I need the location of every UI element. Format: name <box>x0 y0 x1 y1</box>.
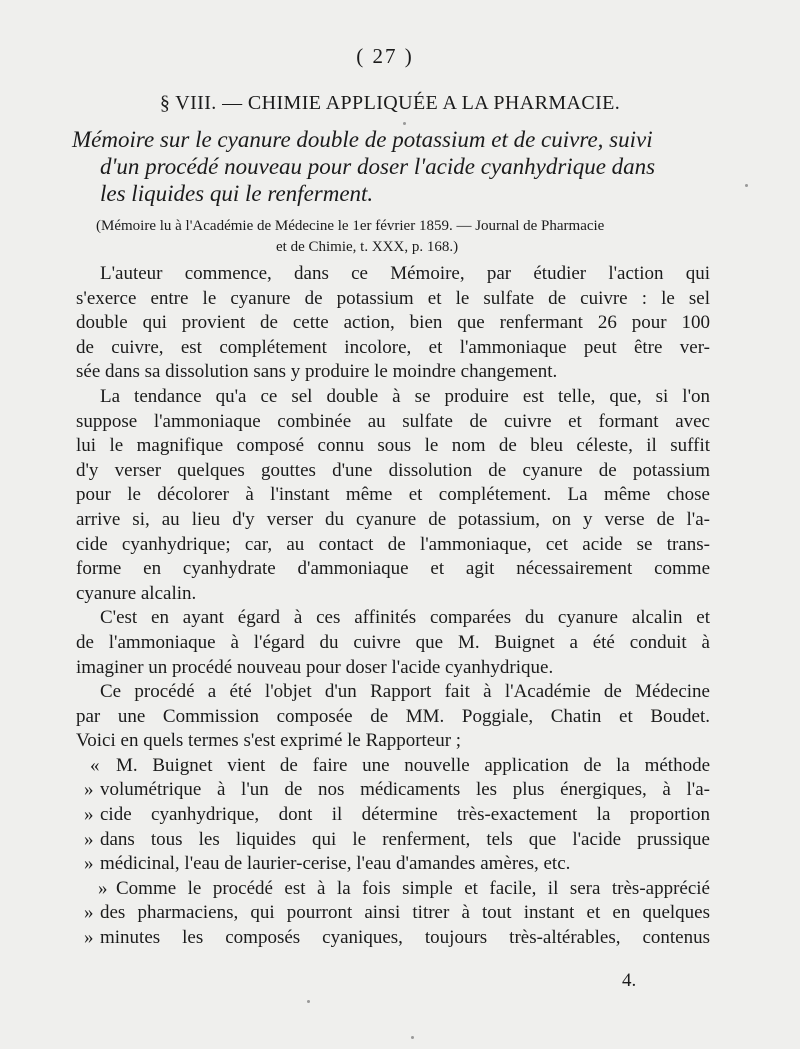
body-line: double qui provient de cette action, bien que renfermant 26 pour 100 <box>76 312 710 334</box>
paper-speck <box>403 122 406 125</box>
quote-text: des pharmaciens, qui pourront ainsi titrer à tout instant et en quelques <box>100 902 710 924</box>
quote-mark: « <box>90 754 100 776</box>
body-line: cide cyanhydrique; car, au contact de l'ammoniaque, cet acide se trans- <box>76 533 710 555</box>
quote-mark: » <box>84 828 94 850</box>
quote-line <box>76 778 710 803</box>
paper-speck <box>745 184 748 187</box>
body-line: lui le magnifique composé connu sous le nom de bleu céleste, il suffit <box>76 435 710 457</box>
body-line: imaginer un procédé nouveau pour doser l'acide cyanhydrique. <box>76 656 554 678</box>
quote-text: minutes les composés cyaniques, toujours très-altérables, contenus <box>100 927 710 949</box>
paper-speck <box>411 1036 414 1039</box>
quote-line <box>76 803 710 828</box>
body-line: La tendance qu'a ce sel double à se produire est telle, que, si l'on <box>100 385 710 407</box>
body-line: pour le décolorer à l'instant même et complétement. La même chose <box>76 484 710 506</box>
body-text <box>76 262 710 951</box>
title-line: d'un procédé nouveau pour doser l'acide cyanhydrique dans <box>100 154 656 179</box>
quote-text: Comme le procédé est à la fois simple et facile, il sera très-apprécié <box>116 877 710 899</box>
quote-mark: » <box>98 877 108 899</box>
body-line: L'auteur commence, dans ce Mémoire, par étudier l'action qui <box>100 263 710 284</box>
paper-speck <box>307 1000 310 1003</box>
page-number: ( 27 ) <box>356 44 414 68</box>
citation-line: (Mémoire lu à l'Académie de Médecine le 1er février 1859. — Journal de Pharmacie <box>96 218 605 234</box>
quote-line <box>76 754 710 779</box>
quote-line <box>76 828 710 853</box>
body-line: par une Commission composée de MM. Poggiale, Chatin et Boudet. <box>76 705 710 727</box>
quote-mark: » <box>84 853 94 875</box>
body-line: sée dans sa dissolution sans y produire le moindre changement. <box>76 361 558 383</box>
body-line: suppose l'ammoniaque combinée au sulfate de cuivre et formant avec <box>76 410 710 432</box>
quote-mark: » <box>84 927 94 949</box>
citation <box>96 216 716 258</box>
section-heading: § VIII. — CHIMIE APPLIQUÉE A LA PHARMACIE. <box>159 92 621 114</box>
body-line: Voici en quels termes s'est exprimé le Rapporteur ; <box>76 730 462 752</box>
quote-line <box>76 877 710 902</box>
quote-mark: » <box>84 902 94 924</box>
citation-line: et de Chimie, t. XXX, p. 168.) <box>276 239 459 255</box>
title-line: les liquides qui le renferment. <box>100 181 374 206</box>
quote-mark: » <box>84 804 94 826</box>
body-line: d'y verser quelques gouttes d'une dissolution de cyanure de potassium <box>76 459 710 481</box>
body-line: s'exerce entre le cyanure de potassium et le sulfate de cuivre : le sel <box>76 287 710 309</box>
quote-text: médicinal, l'eau de laurier-cerise, l'eau d'amandes amères, etc. <box>100 853 571 875</box>
quote-mark: » <box>84 779 94 801</box>
title-line: Mémoire sur le cyanure double de potassium et de cuivre, suivi <box>72 127 653 152</box>
body-line: de cuivre, est complétement incolore, et l'ammoniaque peut être ver- <box>76 336 710 358</box>
memoir-title <box>72 126 712 207</box>
quote-text: M. Buignet vient de faire une nouvelle application de la méthode <box>116 754 710 776</box>
quote-text: dans tous les liquides qui le renferment, tels que l'acide prussique <box>100 828 710 850</box>
body-line: arrive si, au lieu d'y verser du cyanure de potassium, on y verse de l'a- <box>76 508 710 530</box>
quote-text: cide cyanhydrique, dont il détermine très-exactement la proportion <box>100 804 710 826</box>
quote-line <box>76 901 710 926</box>
signature-mark: 4. <box>622 970 637 991</box>
quote-line <box>76 852 710 877</box>
body-line: de l'ammoniaque à l'égard du cuivre que M. Buignet a été conduit à <box>76 631 710 653</box>
body-line: C'est en ayant égard à ces affinités comparées du cyanure alcalin et <box>100 607 710 629</box>
body-line: cyanure alcalin. <box>76 582 197 604</box>
body-line: forme en cyanhydrate d'ammoniaque et agit nécessairement comme <box>76 558 710 580</box>
quote-line <box>76 926 710 951</box>
body-line: Ce procédé a été l'objet d'un Rapport fait à l'Académie de Médecine <box>100 681 710 703</box>
quote-text: volumétrique à l'un de nos médicaments les plus énergiques, à l'a- <box>100 779 710 801</box>
